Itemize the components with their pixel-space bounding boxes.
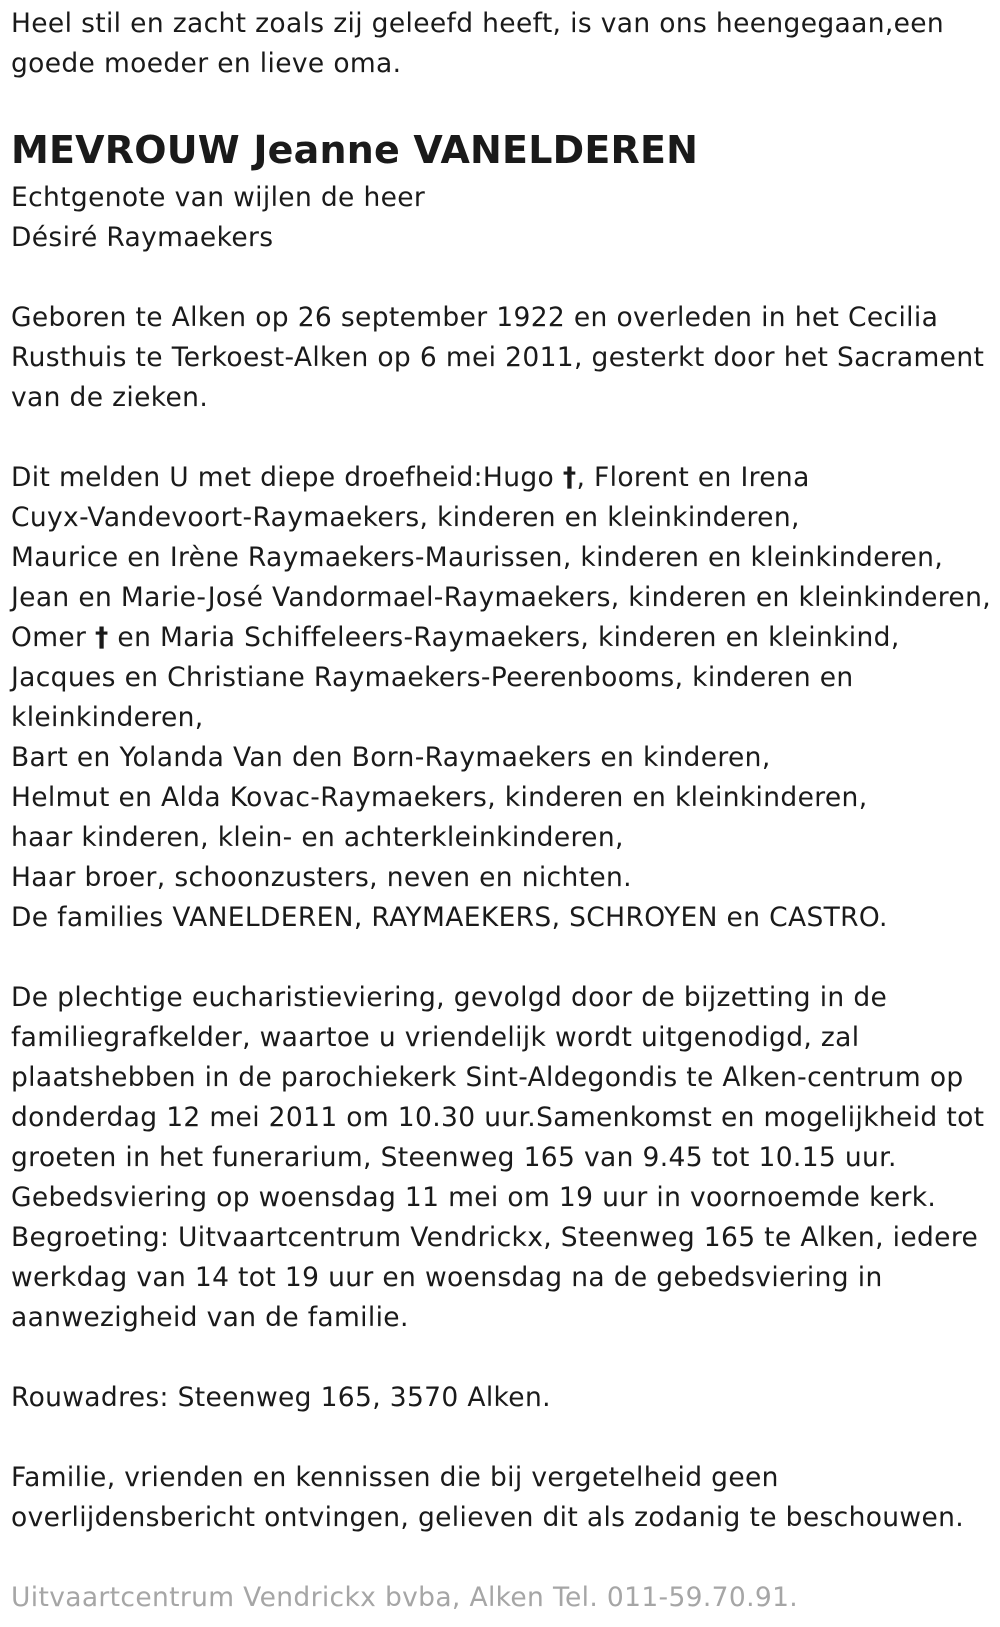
spacer (11, 418, 991, 458)
intro-text (11, 4, 991, 84)
family-line: Jacques en Christiane Raymaekers-Peerenbooms, kinderen en (11, 662, 854, 693)
birth-death-line: Geboren te Alken op 26 september 1922 en overleden in het Cecilia (11, 302, 939, 333)
spacer (11, 1538, 991, 1578)
intro-line: goede moeder en lieve oma. (11, 48, 402, 79)
cross-icon: † (562, 462, 577, 493)
family-line: Jean en Marie-José Vandormael-Raymaekers, kinderen en kleinkinderen, (11, 582, 991, 613)
ceremony-line: donderdag 12 mei 2011 om 10.30 uur.Samenkomst en mogelijkheid tot (11, 1102, 985, 1133)
spacer (11, 1338, 991, 1378)
ceremony-line: De plechtige eucharistieviering, gevolgd door de bijzetting in de (11, 982, 888, 1013)
family-line: Haar broer, schoonzusters, neven en nichten. (11, 862, 632, 893)
birth-death-line: van de zieken. (11, 382, 209, 413)
deceased-name: MEVROUW Jeanne VANELDEREN (11, 128, 699, 172)
death-notice (11, 0, 991, 1618)
ceremony-line: Gebedsviering op woensdag 11 mei om 19 uur in voornoemde kerk. (11, 1182, 937, 1213)
notice-line: overlijdensbericht ontvingen, gelieven dit als zodanig te beschouwen. (11, 1502, 965, 1533)
birth-death-text (11, 298, 991, 418)
spacer (11, 258, 991, 298)
ceremony-line: werkdag van 14 tot 19 uur en woensdag na de gebedsviering in (11, 1262, 883, 1293)
family-line: kleinkinderen, (11, 702, 204, 733)
address-line: Rouwadres: Steenweg 165, 3570 Alken. (11, 1382, 551, 1413)
family-line: Bart en Yolanda Van den Born-Raymaekers en kinderen, (11, 742, 771, 773)
spouse-line: Désiré Raymaekers (11, 222, 274, 253)
footer-line: Uitvaartcentrum Vendrickx bvba, Alken Tel. 011-59.70.91. (11, 1582, 799, 1613)
ceremony-line: Begroeting: Uitvaartcentrum Vendrickx, Steenweg 165 te Alken, iedere (11, 1222, 979, 1253)
spouse-line: Echtgenote van wijlen de heer (11, 182, 426, 213)
funeral-home-footer (11, 1578, 991, 1618)
family-line: haar kinderen, klein- en achterkleinkinderen, (11, 822, 624, 853)
intro-line: Heel stil en zacht zoals zij geleefd heeft, is van ons heengegaan,een (11, 8, 945, 39)
family-line: Maurice en Irène Raymaekers-Maurissen, kinderen en kleinkinderen, (11, 542, 944, 573)
spacer (11, 1418, 991, 1458)
family-line: De families VANELDEREN, RAYMAEKERS, SCHROYEN en CASTRO. (11, 902, 888, 933)
family-line: Omer † en Maria Schiffeleers-Raymaekers, kinderen en kleinkind, (11, 622, 900, 653)
ceremony-line: familiegrafkelder, waartoe u vriendelijk wordt uitgenodigd, zal (11, 1022, 860, 1053)
family-line: Dit melden U met diepe droefheid:Hugo †, Florent en Irena (11, 462, 810, 493)
notice-line: Familie, vrienden en kennissen die bij vergetelheid geen (11, 1462, 779, 1493)
ceremony-line: groeten in het funerarium, Steenweg 165 van 9.45 tot 10.15 uur. (11, 1142, 897, 1173)
ceremony-line: aanwezigheid van de familie. (11, 1302, 409, 1333)
notice-text (11, 1458, 991, 1538)
ceremony-text (11, 978, 991, 1338)
family-line: Helmut en Alda Kovac-Raymaekers, kinderen en kleinkinderen, (11, 782, 868, 813)
spacer (11, 938, 991, 978)
family-line: Cuyx-Vandevoort-Raymaekers, kinderen en kleinkinderen, (11, 502, 800, 533)
family-list (11, 458, 991, 938)
address-text (11, 1378, 991, 1418)
cross-icon: † (95, 622, 109, 653)
spouse-text (11, 178, 991, 258)
birth-death-line: Rusthuis te Terkoest-Alken op 6 mei 2011, gesterkt door het Sacrament (11, 342, 985, 373)
ceremony-line: plaatshebben in de parochiekerk Sint-Aldegondis te Alken-centrum op (11, 1062, 964, 1093)
